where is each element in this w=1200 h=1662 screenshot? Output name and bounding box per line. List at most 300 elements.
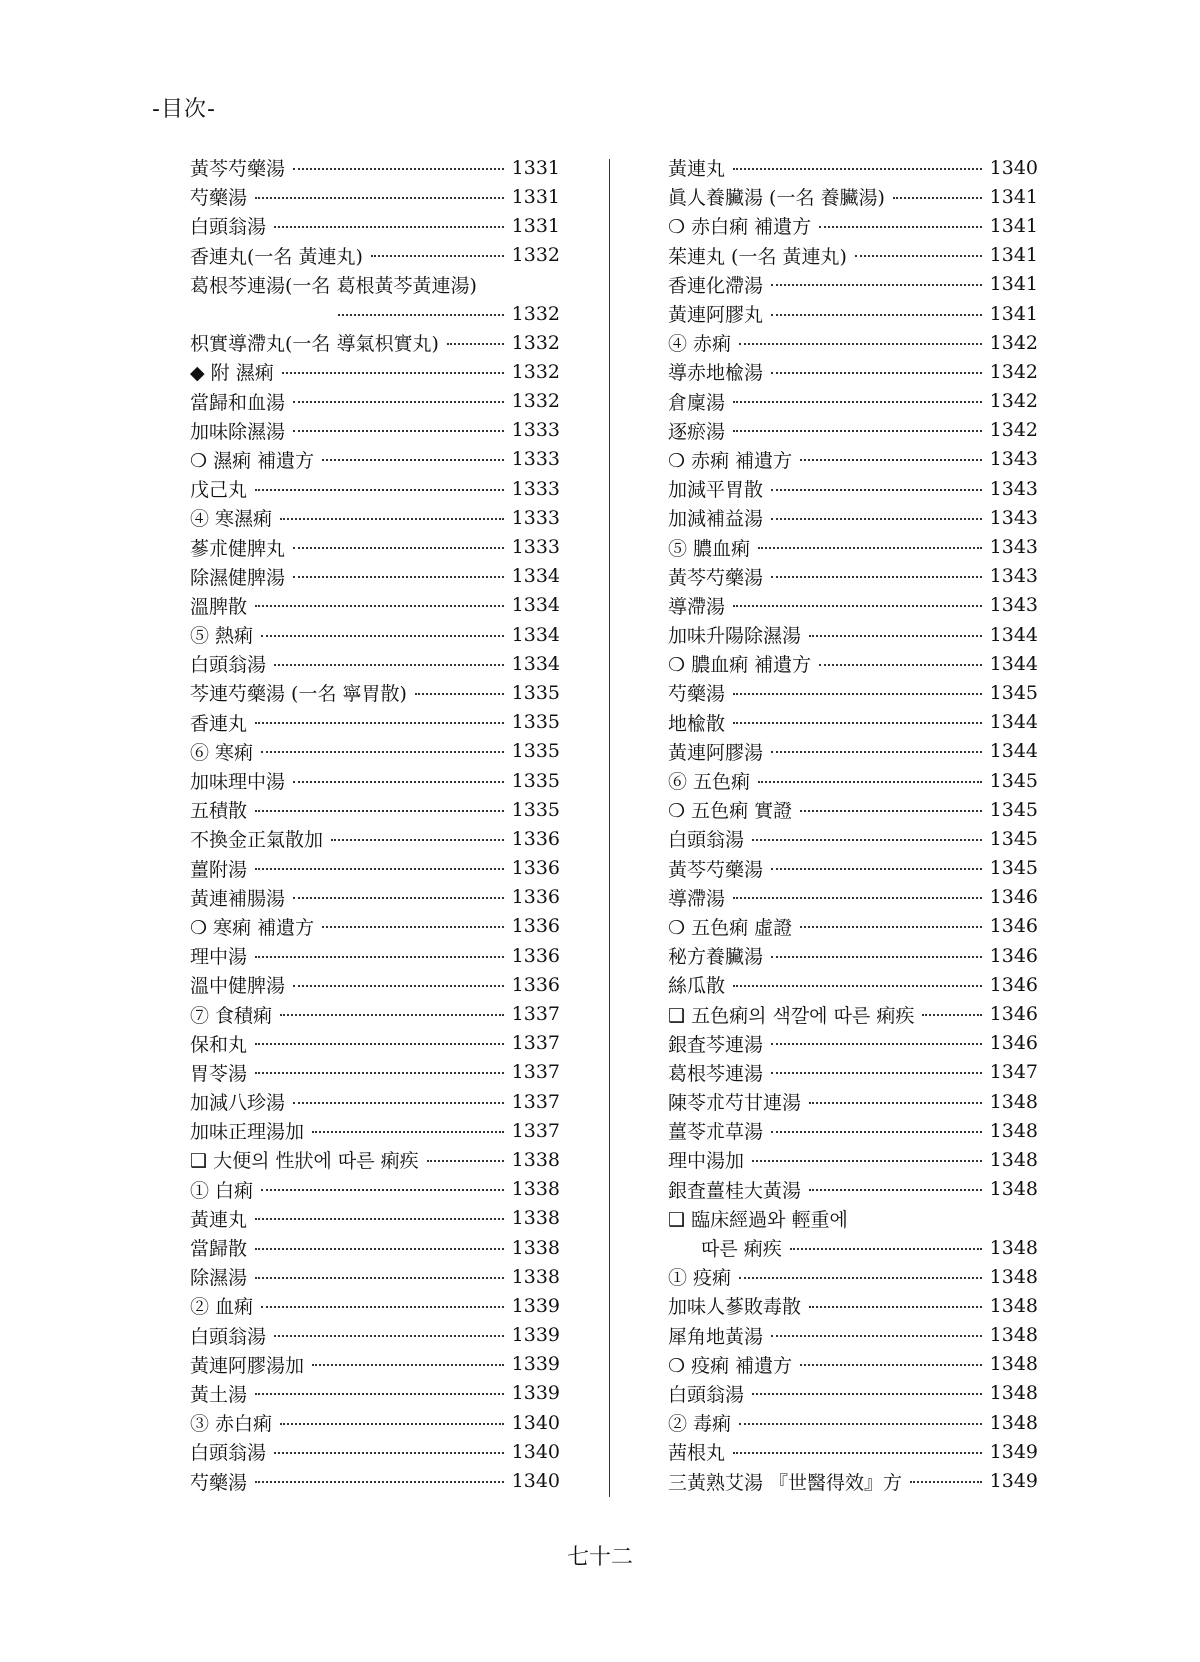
toc-entry-page: 1332 — [511, 302, 560, 325]
dot-leader — [771, 489, 982, 491]
dot-leader — [261, 1306, 504, 1308]
toc-entry-page: 1343 — [989, 477, 1038, 500]
dot-leader — [274, 226, 504, 228]
toc-entry — [668, 766, 1038, 795]
toc-entry — [190, 591, 560, 620]
toc-entry-page: 1334 — [511, 594, 560, 617]
toc-entry-page: 1344 — [989, 740, 1038, 763]
toc-entry — [668, 503, 1038, 532]
toc-entry-title: 絲瓜散 — [668, 975, 726, 998]
toc-entry-title: 加減補益湯 — [668, 508, 764, 531]
toc-entry — [668, 416, 1038, 445]
dot-leader — [371, 255, 504, 257]
toc-entry-page: 1349 — [989, 1440, 1038, 1463]
toc-entry — [668, 795, 1038, 824]
toc-entry-page: 1346 — [989, 1032, 1038, 1055]
page-number: 七十二 — [566, 1545, 633, 1570]
toc-entry-page: 1342 — [989, 390, 1038, 413]
toc-entry-page: 1335 — [511, 769, 560, 792]
toc-entry-page: 1346 — [989, 973, 1038, 996]
toc-entry — [668, 1262, 1038, 1291]
dot-leader — [312, 1364, 504, 1366]
toc-entry-title: 眞人養臟湯 (一名 養臟湯) — [668, 187, 885, 210]
dot-leader — [733, 897, 982, 899]
toc-entry — [668, 1058, 1038, 1087]
dot-leader — [255, 1218, 504, 1220]
toc-entry-title: ④ 寒濕痢 — [190, 508, 273, 531]
toc-entry — [668, 591, 1038, 620]
dot-leader — [255, 1393, 504, 1395]
toc-entry — [668, 1321, 1038, 1350]
toc-entry — [190, 708, 560, 737]
toc-entry — [668, 182, 1038, 211]
toc-entry-title: ⑤ 膿血痢 — [668, 537, 751, 560]
toc-entry-title: 導滯湯 — [668, 595, 726, 618]
toc-entry-page: 1336 — [511, 973, 560, 996]
dot-leader — [312, 1131, 504, 1133]
dot-leader — [758, 781, 982, 783]
toc-entry-title: 葛根芩連湯(一名 葛根黃芩黃連湯) — [190, 274, 477, 297]
dot-leader — [771, 284, 982, 286]
toc-entry-page: 1344 — [989, 652, 1038, 675]
toc-entry-title: 溫中健脾湯 — [190, 975, 286, 998]
dot-leader — [910, 1481, 982, 1483]
toc-entry-title: ① 白痢 — [190, 1179, 254, 1202]
toc-entry — [668, 1291, 1038, 1320]
dot-leader — [293, 781, 504, 783]
dot-leader — [739, 1277, 982, 1279]
toc-entry-page: 1338 — [511, 1265, 560, 1288]
toc-entry-title: 犀角地黃湯 — [668, 1325, 764, 1348]
toc-entry-title: 黃連阿膠湯 — [668, 741, 764, 764]
toc-entry-page: 1333 — [511, 506, 560, 529]
toc-entry-title: 薑苓朮草湯 — [668, 1121, 764, 1144]
toc-entry-title: 戊己丸 — [190, 479, 248, 502]
dot-leader — [322, 459, 504, 461]
toc-entry — [668, 1408, 1038, 1437]
dot-leader — [855, 255, 982, 257]
toc-entry-title: ❍ 赤痢 補遺方 — [668, 449, 793, 472]
page-header: -目次- — [152, 97, 216, 122]
toc-entry-title: 除濕湯 — [190, 1267, 248, 1290]
dot-leader — [809, 1102, 982, 1104]
toc-entry-title: 理中湯 — [190, 946, 248, 969]
toc-entry-page: 1335 — [511, 740, 560, 763]
toc-entry — [668, 1145, 1038, 1174]
toc-entry-page: 1336 — [511, 857, 560, 880]
toc-entry-title: 白頭翁湯 — [190, 1442, 267, 1465]
toc-entry-page: 1340 — [511, 1411, 560, 1434]
dot-leader — [293, 401, 504, 403]
toc-entry-page: 1344 — [989, 711, 1038, 734]
toc-entry-title: 白頭翁湯 — [668, 1383, 745, 1406]
toc-entry-page: 1348 — [989, 1148, 1038, 1171]
toc-entry-page: 1349 — [989, 1470, 1038, 1493]
toc-entry-page: 1338 — [511, 1207, 560, 1230]
toc-entry-title: 白頭翁湯 — [668, 829, 745, 852]
toc-entry-page: 1345 — [989, 769, 1038, 792]
dot-leader — [733, 1452, 982, 1454]
dot-leader — [800, 810, 982, 812]
toc-entry-title: ◆ 附 濕痢 — [190, 362, 274, 385]
toc-entry — [668, 999, 1038, 1028]
toc-entry-title: 地楡散 — [668, 712, 726, 735]
dot-leader — [427, 1160, 504, 1162]
toc-entry-title: 芍藥湯 — [190, 187, 248, 210]
toc-entry — [190, 1175, 560, 1204]
toc-entry-title: 不換金正氣散加 — [190, 829, 324, 852]
toc-column-right — [668, 153, 1038, 1496]
toc-entry-page: 1343 — [989, 506, 1038, 529]
toc-entry-page: 1344 — [989, 623, 1038, 646]
toc-entry-page: 1346 — [989, 886, 1038, 909]
toc-column-left — [190, 153, 560, 1496]
toc-entry — [190, 1291, 560, 1320]
dot-leader — [255, 1277, 504, 1279]
toc-entry — [190, 970, 560, 999]
toc-entry-title: ⑥ 五色痢 — [668, 771, 751, 794]
toc-entry-page: 1339 — [511, 1294, 560, 1317]
dot-leader — [733, 722, 982, 724]
dot-leader — [800, 1364, 982, 1366]
toc-entry-page: 1346 — [989, 1003, 1038, 1026]
toc-entry — [668, 445, 1038, 474]
toc-entry — [190, 999, 560, 1028]
dot-leader — [800, 926, 982, 928]
toc-entry — [190, 824, 560, 853]
toc-entry-page: 1343 — [989, 536, 1038, 559]
dot-leader — [255, 605, 504, 607]
toc-entry-title: 香連丸(一名 黃連丸) — [190, 245, 363, 268]
toc-entry-title: ❑ 五色痢의 색깔에 따른 痢疾 — [668, 1004, 915, 1027]
dot-leader — [733, 430, 982, 432]
dot-leader — [255, 1481, 504, 1483]
toc-entry — [190, 503, 560, 532]
toc-entry — [668, 854, 1038, 883]
toc-entry-page: 1335 — [511, 798, 560, 821]
column-divider — [609, 159, 610, 1497]
dot-leader — [733, 605, 982, 607]
dot-leader — [255, 1248, 504, 1250]
toc-entry — [190, 241, 560, 270]
toc-entry — [190, 1321, 560, 1350]
toc-entry — [190, 182, 560, 211]
dot-leader — [739, 343, 982, 345]
toc-entry — [190, 795, 560, 824]
toc-entry-title: 導滯湯 — [668, 887, 726, 910]
dot-leader — [293, 430, 504, 432]
toc-entry-title: 當歸散 — [190, 1238, 248, 1261]
toc-entry — [190, 649, 560, 678]
toc-entry-title: 保和丸 — [190, 1033, 248, 1056]
toc-entry — [668, 970, 1038, 999]
toc-entry-title: 陳苓朮芍甘連湯 — [668, 1092, 802, 1115]
toc-entry — [668, 1437, 1038, 1466]
toc-entry-page: 1333 — [511, 448, 560, 471]
dot-leader — [771, 751, 982, 753]
dot-leader — [255, 956, 504, 958]
toc-entry-page: 1331 — [511, 156, 560, 179]
toc-entry-page: 1343 — [989, 448, 1038, 471]
toc-entry — [190, 416, 560, 445]
toc-entry-page: 1339 — [511, 1353, 560, 1376]
toc-entry-page: 1332 — [511, 360, 560, 383]
toc-entry-title: 白頭翁湯 — [190, 654, 267, 677]
toc-entry-page: 1340 — [511, 1470, 560, 1493]
toc-entry — [190, 941, 560, 970]
toc-entry-page: 1337 — [511, 1003, 560, 1026]
dot-leader — [280, 1014, 504, 1016]
dot-leader — [261, 635, 504, 637]
toc-entry-page: 1337 — [511, 1090, 560, 1113]
toc-entry — [668, 1466, 1038, 1495]
toc-entry — [668, 1233, 1038, 1262]
toc-entry-title: ❍ 五色痢 虛證 — [668, 916, 793, 939]
toc-entry-page: 1348 — [989, 1382, 1038, 1405]
toc-entry — [668, 357, 1038, 386]
toc-entry — [668, 270, 1038, 299]
dot-leader — [800, 459, 982, 461]
dot-leader — [771, 372, 982, 374]
toc-entry — [668, 299, 1038, 328]
toc-entry — [668, 620, 1038, 649]
dot-leader — [809, 635, 982, 637]
toc-entry-page: 1336 — [511, 827, 560, 850]
dot-leader — [261, 1189, 504, 1191]
toc-entry-title: 따른 痢疾 — [701, 1238, 782, 1261]
dot-leader — [733, 168, 982, 170]
dot-leader — [809, 1189, 982, 1191]
toc-entry-page: 1338 — [511, 1236, 560, 1259]
toc-entry — [190, 445, 560, 474]
toc-entry-page: 1336 — [511, 944, 560, 967]
toc-entry-page: 1345 — [989, 857, 1038, 880]
toc-entry-page: 1339 — [511, 1382, 560, 1405]
dot-leader — [752, 1160, 982, 1162]
toc-entry — [190, 678, 560, 707]
toc-entry-page: 1342 — [989, 419, 1038, 442]
dot-leader — [771, 314, 982, 316]
toc-entry — [190, 532, 560, 561]
toc-entry-page: 1332 — [511, 244, 560, 267]
dot-leader — [255, 810, 504, 812]
toc-entry-title: 加減八珍湯 — [190, 1092, 286, 1115]
toc-entry — [190, 1029, 560, 1058]
dot-leader — [771, 956, 982, 958]
dot-leader — [261, 751, 504, 753]
dot-leader — [255, 197, 504, 199]
dot-leader — [771, 868, 982, 870]
toc-entry-title: 黃連阿膠湯加 — [190, 1354, 305, 1377]
toc-entry-title: 倉廩湯 — [668, 391, 726, 414]
dot-leader — [819, 226, 982, 228]
dot-leader — [415, 693, 504, 695]
toc-entry-page: 1343 — [989, 594, 1038, 617]
dot-leader — [922, 1014, 981, 1016]
toc-entry-title: ❍ 疫痢 補遺方 — [668, 1354, 793, 1377]
toc-entry-page: 1337 — [511, 1032, 560, 1055]
toc-entry — [668, 708, 1038, 737]
toc-entry-page: 1332 — [511, 390, 560, 413]
toc-entry-title: 五積散 — [190, 800, 248, 823]
toc-entry-page: 1338 — [511, 1178, 560, 1201]
toc-entry-title: ❍ 五色痢 實證 — [668, 800, 793, 823]
dot-leader — [771, 1335, 982, 1337]
toc-entry-page: 1331 — [511, 214, 560, 237]
toc-entry-page: 1346 — [989, 944, 1038, 967]
dot-leader — [282, 372, 504, 374]
toc-entry-title: 茜根丸 — [668, 1442, 726, 1465]
toc-entry-title: ⑥ 寒痢 — [190, 741, 254, 764]
toc-entry-title: 加味正理湯加 — [190, 1121, 305, 1144]
toc-entry-page: 1346 — [989, 915, 1038, 938]
dot-leader — [274, 1335, 504, 1337]
toc-entry-page: 1341 — [989, 273, 1038, 296]
toc-entry-page: 1341 — [989, 214, 1038, 237]
toc-entry-page: 1341 — [989, 302, 1038, 325]
dot-leader — [758, 547, 982, 549]
dot-leader — [739, 1423, 982, 1425]
toc-entry-title: 黃芩芍藥湯 — [190, 158, 286, 181]
dot-leader — [809, 1306, 982, 1308]
toc-entry-page: 1341 — [989, 244, 1038, 267]
dot-leader — [274, 664, 504, 666]
toc-entry — [668, 1087, 1038, 1116]
toc-entry-title: ⑦ 食積痢 — [190, 1004, 273, 1027]
toc-entry-page: 1348 — [989, 1090, 1038, 1113]
toc-entry-title: 白頭翁湯 — [190, 1325, 267, 1348]
toc-entry — [668, 153, 1038, 182]
toc-entry — [668, 532, 1038, 561]
toc-entry-page: 1335 — [511, 681, 560, 704]
toc-entry-title: 黃連丸 — [668, 158, 726, 181]
dot-leader — [255, 489, 504, 491]
toc-entry-page: 1348 — [989, 1294, 1038, 1317]
toc-entry — [190, 883, 560, 912]
dot-leader — [293, 897, 504, 899]
dot-leader — [293, 1102, 504, 1104]
toc-entry-title: ⑤ 熱痢 — [190, 625, 254, 648]
toc-entry — [668, 678, 1038, 707]
toc-entry-page: 1334 — [511, 652, 560, 675]
dot-leader — [752, 1393, 982, 1395]
toc-entry-title: 黃芩芍藥湯 — [668, 566, 764, 589]
dot-leader — [733, 401, 982, 403]
toc-entry-title: 銀査芩連湯 — [668, 1033, 764, 1056]
toc-entry-title: 當歸和血湯 — [190, 391, 286, 414]
toc-entry — [668, 1204, 1038, 1233]
toc-entry-title: ④ 赤痢 — [668, 333, 732, 356]
toc-entry — [668, 387, 1038, 416]
toc-entry — [190, 1437, 560, 1466]
dot-leader — [293, 547, 504, 549]
toc-entry-page: 1348 — [989, 1178, 1038, 1201]
toc-entry-title: 銀査薑桂大黃湯 — [668, 1179, 802, 1202]
toc-entry-page: 1341 — [989, 185, 1038, 208]
toc-entry — [190, 153, 560, 182]
toc-entry-title: 加味理中湯 — [190, 771, 286, 794]
toc-entry — [190, 1087, 560, 1116]
toc-entry — [190, 562, 560, 591]
toc-entry-title: 除濕健脾湯 — [190, 566, 286, 589]
toc-entry-title: 葛根芩連湯 — [668, 1062, 764, 1085]
toc-entry — [668, 1350, 1038, 1379]
dot-leader — [733, 693, 982, 695]
toc-entry-page: 1331 — [511, 185, 560, 208]
toc-entry-page: 1333 — [511, 536, 560, 559]
toc-entry-page: 1338 — [511, 1148, 560, 1171]
dot-leader — [338, 314, 504, 316]
toc-entry-page: 1342 — [989, 360, 1038, 383]
dot-leader — [293, 576, 504, 578]
toc-entry — [668, 737, 1038, 766]
toc-entry — [668, 912, 1038, 941]
dot-leader — [447, 343, 504, 345]
toc-entry-title: 加味除濕湯 — [190, 420, 286, 443]
toc-entry — [668, 241, 1038, 270]
toc-entry-page: 1348 — [989, 1353, 1038, 1376]
toc-entry — [190, 357, 560, 386]
toc-entry-title: ❑ 大便의 性狀에 따른 痢疾 — [190, 1150, 419, 1173]
toc-entry — [190, 299, 560, 328]
toc-entry-page: 1336 — [511, 886, 560, 909]
toc-entry-title: 枳實導滯丸(一名 導氣枳實丸) — [190, 333, 439, 356]
toc-entry-title: 芍藥湯 — [190, 1471, 248, 1494]
toc-entry — [190, 328, 560, 357]
dot-leader — [771, 518, 982, 520]
toc-entry-title: 茱連丸 (一名 黃連丸) — [668, 245, 847, 268]
toc-entry — [190, 1204, 560, 1233]
toc-entry — [190, 474, 560, 503]
toc-entry — [190, 854, 560, 883]
toc-entry — [190, 766, 560, 795]
toc-entry-page: 1337 — [511, 1119, 560, 1142]
toc-entry — [190, 270, 560, 299]
toc-entry — [190, 1466, 560, 1495]
dot-leader — [752, 839, 982, 841]
toc-entry-title: ① 疫痢 — [668, 1267, 732, 1290]
toc-entry — [668, 883, 1038, 912]
toc-entry-title: 黃連補腸湯 — [190, 887, 286, 910]
toc-entry-title: 加味人蔘敗毒散 — [668, 1296, 802, 1319]
toc-entry-title: ② 毒痢 — [668, 1413, 732, 1436]
toc-entry-title: 黃芩芍藥湯 — [668, 858, 764, 881]
dot-leader — [771, 576, 982, 578]
dot-leader — [255, 1043, 504, 1045]
toc-entry-title: 黃連丸 — [190, 1208, 248, 1231]
toc-entry — [190, 1116, 560, 1145]
toc-entry-page: 1348 — [989, 1236, 1038, 1259]
toc-entry-page: 1342 — [989, 331, 1038, 354]
toc-entry-page: 1348 — [989, 1119, 1038, 1142]
toc-entry-page: 1334 — [511, 623, 560, 646]
toc-entry-page: 1333 — [511, 419, 560, 442]
toc-entry-title: 三黃熟艾湯 『世醫得效』方 — [668, 1471, 903, 1494]
toc-entry-page: 1348 — [989, 1324, 1038, 1347]
toc-entry-page: 1340 — [511, 1440, 560, 1463]
dot-leader — [893, 197, 982, 199]
toc-entry — [190, 1233, 560, 1262]
toc-entry-title: 理中湯加 — [668, 1150, 745, 1173]
toc-entry — [668, 649, 1038, 678]
dot-leader — [274, 1452, 504, 1454]
dot-leader — [771, 1131, 982, 1133]
toc-entry — [668, 1379, 1038, 1408]
dot-leader — [790, 1248, 982, 1250]
toc-entry-title: 胃苓湯 — [190, 1062, 248, 1085]
toc-entry-title: 香連化滯湯 — [668, 274, 764, 297]
dot-leader — [280, 1423, 504, 1425]
